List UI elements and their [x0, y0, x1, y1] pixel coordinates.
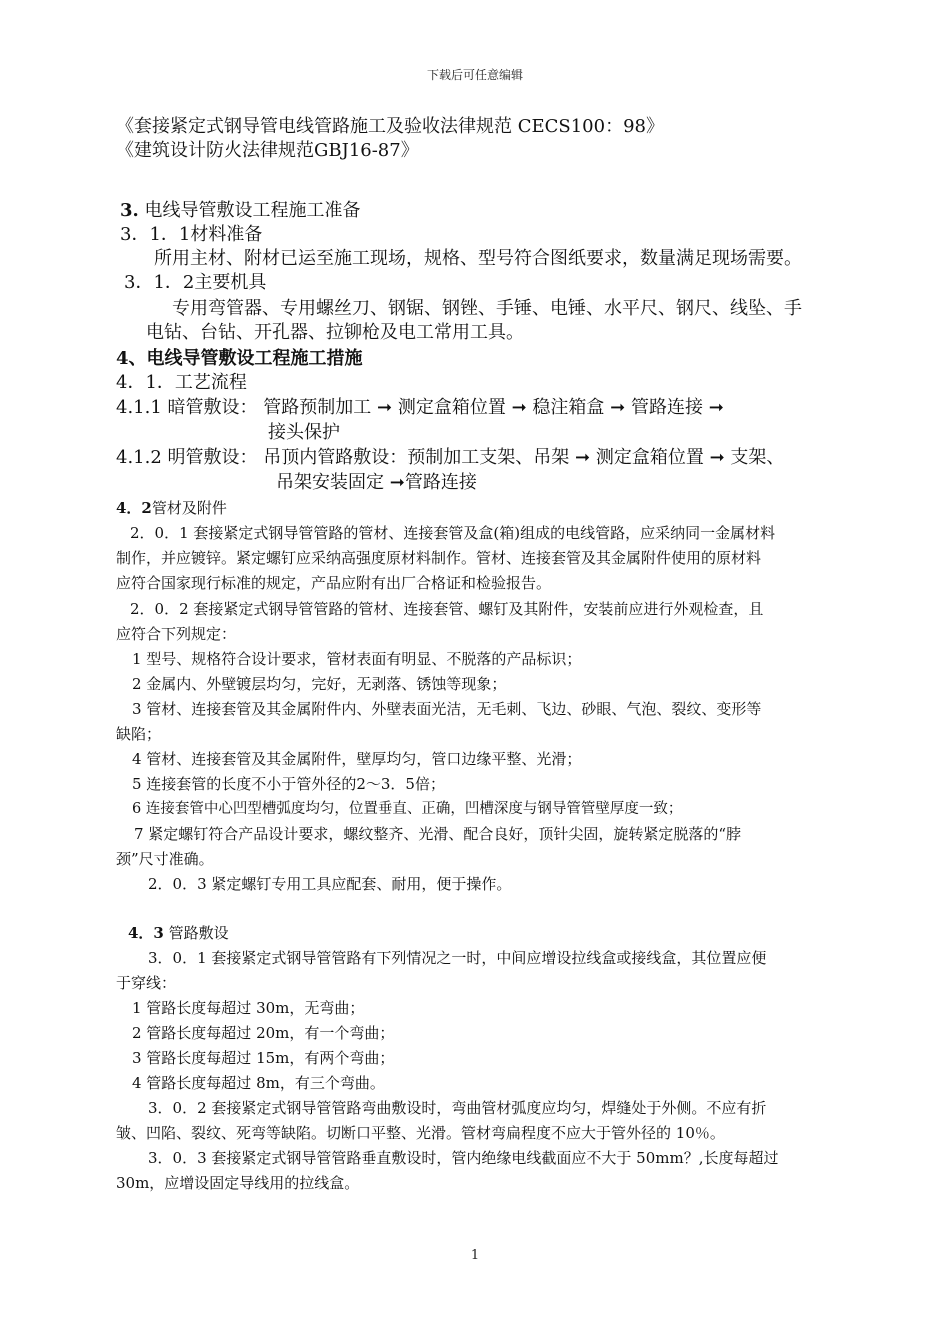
list-item-2: 2 金属内、外壁镀层均匀，完好，无剥落、锈蚀等现象；: [132, 675, 507, 693]
reference-2: 《建筑设计防火法律规范GBJ16-87》: [116, 140, 419, 161]
cond-item-1: 1 管路长度每超过 30m，无弯曲；: [132, 999, 365, 1017]
para-201-line-2: 制作，并应镀锌。紧定螺钉应采纳高强度原材料制作。管材、连接套管及其金属附件使用的原材料: [116, 549, 762, 567]
arrow-right-icon: ➞: [575, 447, 591, 468]
flow-step: 测定盒箱位置: [595, 447, 704, 468]
section-312-text-2: 电钻、台钻、开孔器、拉铆枪及电工常用工具。: [146, 322, 524, 343]
flow-step: 测定盒箱位置: [397, 397, 506, 418]
reference-1: 《套接紧定式钢导管电线管路施工及验收法律规范 CECS100：98》: [116, 116, 664, 137]
list-item-5: 5 连接套管的长度不小于管外径的2～3．5倍；: [132, 775, 445, 793]
flow-412: [116, 449, 784, 467]
flow-step: 稳注箱盒: [532, 397, 605, 418]
list-item-7-line-1: 7 紧定螺钉符合产品设计要求，螺纹整齐、光滑、配合良好，顶针尖固，旋转紧定脱落的“脖: [134, 825, 741, 843]
section-312-text-1: 专用弯管器、专用螺丝刀、钢锯、钢锉、手锤、电锤、水平尺、钢尺、线坠、手: [172, 298, 802, 319]
list-item-6: 6 连接套管中心凹型槽弧度均匀，位置垂直、正确，凹槽深度与钢导管管壁厚度一致；: [132, 801, 683, 817]
para-303-line-1: 3．0．3 套接紧定式钢导管管路垂直敷设时，管内绝缘电线截面应不大于 50mm？,长度每超过: [148, 1149, 779, 1167]
flow-412-prefix: 吊顶内管路敷设：预制加工支架、吊架: [263, 447, 570, 468]
flow-step: 管路预制加工: [263, 397, 372, 418]
flow-step: 吊架安装固定: [276, 472, 384, 493]
section-3-title: 电线导管敷设工程施工准备: [144, 200, 361, 221]
list-item-3-line-2: 缺陷；: [116, 725, 162, 743]
para-201-line-1: 2．0．1 套接紧定式钢导管管路的管材、连接套管及盒(箱)组成的电线管路，应采纳同一金属材料: [130, 524, 776, 542]
cond-item-2: 2 管路长度每超过 20m，有一个弯曲；: [132, 1024, 395, 1042]
section-4-heading: 4、电线导管敷设工程施工措施: [116, 348, 363, 369]
page-number: 1: [470, 1248, 480, 1263]
arrow-right-icon: ➞: [709, 447, 725, 468]
para-203: 2．0．3 紧定螺钉专用工具应配套、耐用，便于操作。: [148, 875, 512, 893]
para-201-line-3: 应符合国家现行标准的规定，产品应附有出厂合格证和检验报告。: [116, 574, 552, 592]
section-42-heading: [116, 501, 227, 516]
flow-step: 管路连接: [404, 472, 477, 493]
section-311-text: 所用主材、附材已运至施工现场，规格、型号符合图纸要求，数量满足现场需要。: [154, 248, 802, 269]
flow-411: [116, 399, 724, 417]
section-43-heading: [128, 926, 229, 941]
section-312-title: 3．1．2主要机具: [124, 272, 267, 293]
para-202-line-2: 应符合下列规定：: [116, 625, 237, 643]
flow-411-label: 4.1.1 暗管敷设：: [116, 397, 258, 418]
para-301-line-2: 于穿线：: [116, 974, 177, 992]
list-item-4: 4 管材、连接套管及其金属附件，壁厚均匀，管口边缘平整、光滑；: [132, 750, 582, 768]
flow-412-label: 4.1.2 明管敷设：: [116, 447, 258, 468]
cond-item-3: 3 管路长度每超过 15m，有两个弯曲；: [132, 1049, 395, 1067]
arrow-right-icon: ➞: [389, 472, 405, 493]
list-item-3-line-1: 3 管材、连接套管及其金属附件内、外壁表面光洁，无毛刺、飞边、砂眼、气泡、裂纹、变形等: [132, 700, 762, 718]
flow-step: 管路连接: [630, 397, 703, 418]
list-item-7-line-2: 颈”尺寸准确。: [116, 850, 214, 868]
para-303-line-2: 30m，应增设固定导线用的拉线盒。: [116, 1174, 360, 1192]
list-item-1: 1 型号、规格符合设计要求，管材表面有明显、不脱落的产品标识；: [132, 650, 582, 668]
section-42-number: 4．2: [116, 499, 152, 517]
para-202-line-1: 2．0．2 套接紧定式钢导管管路的管材、连接套管、螺钉及其附件，安装前应进行外观检查，且: [130, 600, 764, 618]
para-302-line-1: 3．0．2 套接紧定式钢导管管路弯曲敷设时，弯曲管材弧度应均匀，焊缝处于外侧。不应有折: [148, 1099, 767, 1117]
arrow-right-icon: ➞: [708, 397, 724, 418]
arrow-right-icon: ➞: [610, 397, 626, 418]
flow-412-continuation: [276, 474, 477, 492]
section-41-title: 4．1．工艺流程: [116, 372, 247, 393]
section-43-number: 4．3: [128, 924, 164, 942]
para-302-line-2: 皱、凹陷、裂纹、死弯等缺陷。切断口平整、光滑。管材弯扁程度不应大于管外径的 10％。: [116, 1124, 725, 1142]
section-311-title: 3．1．1材料准备: [120, 224, 263, 245]
section-3-number: 3.: [120, 200, 139, 221]
arrow-right-icon: ➞: [377, 397, 393, 418]
flow-411-continuation: 接头保护: [268, 422, 340, 443]
section-3-heading: [120, 202, 361, 220]
para-301-line-1: 3．0．1 套接紧定式钢导管管路有下列情况之一时，中间应增设拉线盒或接线盒，其位置应便: [148, 949, 767, 967]
flow-step: 支架、: [730, 447, 785, 468]
cond-item-4: 4 管路长度每超过 8m，有三个弯曲。: [132, 1074, 385, 1092]
section-42-title: 管材及附件: [151, 499, 227, 517]
page-header-note: 下载后可任意编辑: [426, 68, 523, 82]
section-43-title: 管路敷设: [168, 924, 229, 942]
arrow-right-icon: ➞: [511, 397, 527, 418]
